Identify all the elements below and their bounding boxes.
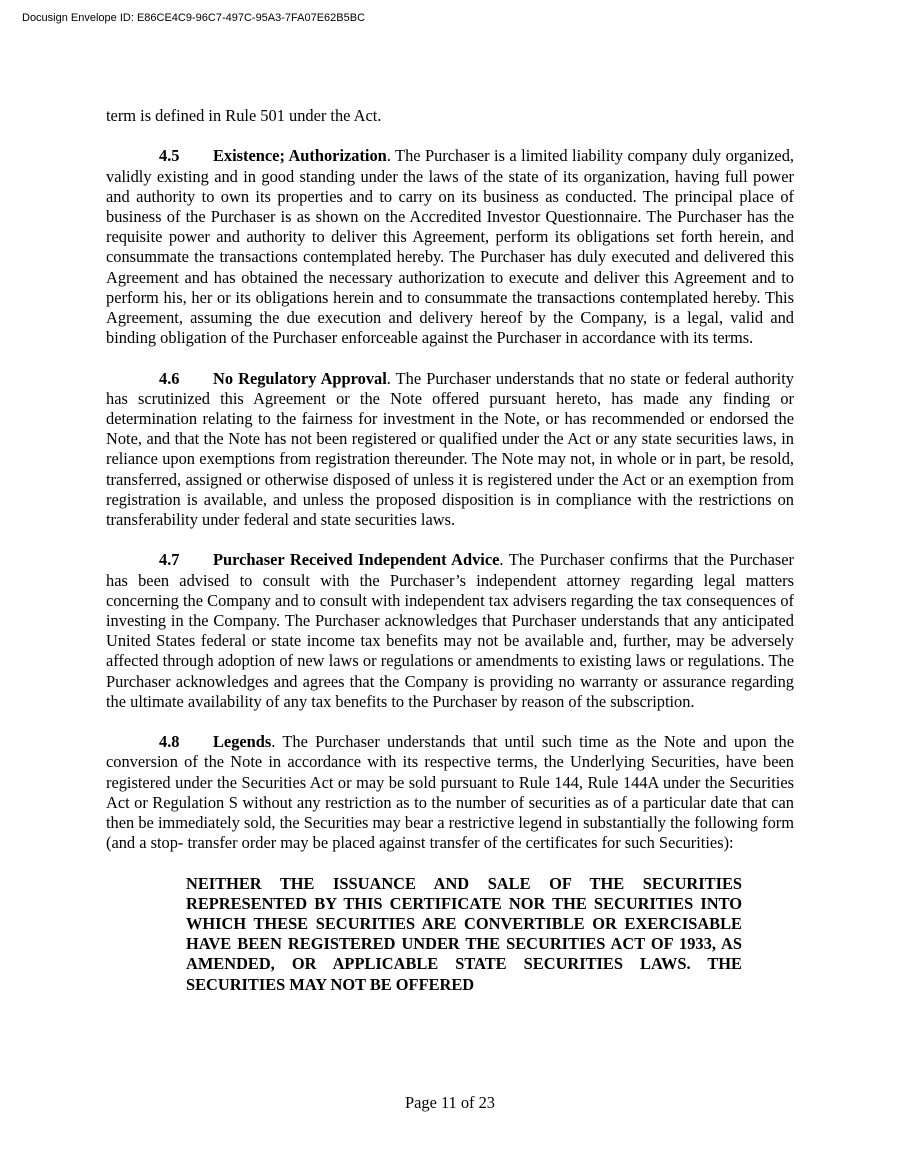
section-body: . The Purchaser confirms that the Purchaser has been advised to consult with the Purchaser’s independent attorney regarding legal matters concerning the Company and to consult with independent tax advisers regarding the tax consequences of investing in the Company. The Purchaser acknowledges that Purchaser understands that any anticipated United States federal or state income tax benefits may not be available and, further, may be adversely affected through adoption of new laws or regulations or amendments to existing laws or regulations. The Purchaser acknowledges and agrees that the Company is providing no warranty or assurance regarding the ultimate availability of any tax benefits to the Purchaser by reason of the subscription. bbox=[106, 550, 794, 711]
continuation-text: term is defined in Rule 501 under the Act. bbox=[106, 106, 382, 125]
section-heading: No Regulatory Approval bbox=[213, 368, 387, 388]
section-4-7 bbox=[106, 550, 794, 712]
section-number: 4.5 bbox=[159, 146, 180, 166]
section-4-6 bbox=[106, 369, 794, 531]
section-number: 4.8 bbox=[159, 732, 180, 752]
restrictive-legend: NEITHER THE ISSUANCE AND SALE OF THE SECURITIES REPRESENTED BY THIS CERTIFICATE NOR THE SECURITIES INTO WHICH THESE SECURITIES ARE CONVERTIBLE OR EXERCISABLE HAVE BEEN REGISTERED UNDER THE SECURITIES ACT OF 1933, AS AMENDED, OR APPLICABLE STATE SECURITIES LAWS. THE SECURITIES MAY NOT BE OFFERED bbox=[186, 873, 742, 994]
docusign-envelope-id: Docusign Envelope ID: E86CE4C9-96C7-497C-95A3-7FA07E62B5BC bbox=[22, 12, 366, 24]
section-heading: Legends bbox=[213, 732, 272, 752]
section-body: . The Purchaser understands that no state or federal authority has scrutinized this Agreement or the Note offered pursuant hereto, has made any finding or determination relating to the fairness for investment in the Note, or has recommended or endorsed the Note, and that the Note has not been registered or qualified under the Act or any state securities laws, in reliance upon exemptions from registration thereunder. The Note may not, in whole or in part, be resold, transferred, assigned or otherwise disposed of unless it is registered under the Act or an exemption from registration is available, and unless the proposed disposition is in compliance with the restrictions on transferability under federal and state securities laws. bbox=[106, 368, 794, 530]
section-number: 4.6 bbox=[159, 368, 180, 388]
section-body: . The Purchaser is a limited liability company duly organized, validly existing and in good standing under the laws of the state of its organization, having full power and authority to own its properties and to carry on its business as conducted. The principal place of business of the Purchaser is as shown on the Accredited Investor Questionnaire. The Purchaser has the requisite power and authority to deliver this Agreement, perform its obligations set forth herein, and consummate the transactions contemplated hereby. The Purchaser has duly executed and delivered this Agreement and has obtained the necessary authorization to execute and deliver this Agreement and to perform his, her or its obligations herein and to consummate the transactions contemplated hereby. This Agreement, assuming the due execution and delivery hereof by the Company, is a legal, valid and binding obligation of the Purchaser enforceable against the Purchaser in accordance with its terms. bbox=[106, 146, 794, 348]
section-4-8 bbox=[106, 732, 794, 853]
section-heading: Existence; Authorization bbox=[213, 146, 387, 166]
section-body: . The Purchaser understands that until such time as the Note and upon the conversion of the Note in accordance with its respective terms, the Underlying Securities, have been registered under the Securities Act or may be sold pursuant to Rule 144, Rule 144A under the Securities Act or Regulation S without any restriction as to the number of securities as of a particular date that can then be immediately sold, the Securities may bear a restrictive legend in substantially the following form (and a stop- transfer order may be placed against transfer of the certificates for such Securities): bbox=[106, 732, 794, 853]
page-number: Page 11 of 23 bbox=[405, 1093, 495, 1112]
document-body bbox=[106, 106, 794, 995]
section-4-5 bbox=[106, 146, 794, 348]
section-number: 4.7 bbox=[159, 550, 180, 570]
section-heading: Purchaser Received Independent Advice bbox=[213, 550, 500, 570]
